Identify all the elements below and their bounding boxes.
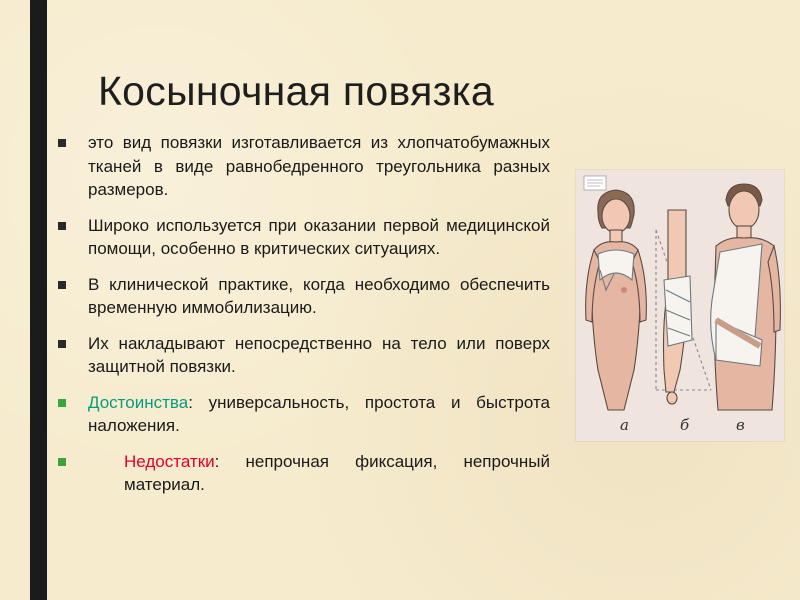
bullet-square-icon bbox=[58, 458, 66, 466]
bullet-text: В клинической практике, когда необходимо обеспечить временную иммобилизацию. bbox=[88, 274, 550, 317]
bullet-text: Их накладывают непосредственно на тело или поверх защитной повязки. bbox=[88, 333, 550, 376]
bullet-list bbox=[52, 131, 550, 509]
bullet-application bbox=[52, 332, 550, 379]
bullet-clinical bbox=[52, 273, 550, 320]
man-figure bbox=[711, 184, 781, 410]
bullet-text: Широко используется при оказании первой медицинской помощи, особенно в критических ситуациях. bbox=[88, 215, 550, 258]
disadvantages-label: Недостатки bbox=[124, 451, 215, 471]
figure-label-b: б bbox=[680, 416, 690, 434]
slide-title: Косыночная повязка bbox=[98, 68, 494, 114]
bullet-square-icon bbox=[58, 139, 66, 147]
bullet-text: это вид повязки изготавливается из хлопчатобумажных тканей в виде равнобедренного треугольника разных размеров. bbox=[88, 133, 550, 199]
arm-figure bbox=[656, 210, 711, 404]
bullet-definition bbox=[52, 131, 550, 202]
advantages-label: Достоинства bbox=[88, 392, 189, 412]
bandage-illustration bbox=[576, 170, 784, 441]
bullet-square-icon bbox=[58, 399, 66, 407]
figure-label-c: в bbox=[736, 416, 745, 434]
bullet-disadvantages bbox=[52, 450, 550, 497]
left-decorative-bar bbox=[30, 0, 47, 600]
woman-figure bbox=[586, 190, 647, 410]
bandage-illustration-drawing bbox=[576, 170, 784, 441]
bullet-advantages bbox=[52, 391, 550, 438]
bullet-square-icon bbox=[58, 222, 66, 230]
figure-label-a: а bbox=[620, 416, 629, 434]
bullet-square-icon bbox=[58, 281, 66, 289]
bullet-text: : непрочная фиксация, непрочный материал. bbox=[124, 451, 550, 494]
bullet-text: : универсальность, простота и быстрота наложения. bbox=[88, 392, 550, 435]
bullet-square-icon bbox=[58, 340, 66, 348]
bullet-usage bbox=[52, 214, 550, 261]
